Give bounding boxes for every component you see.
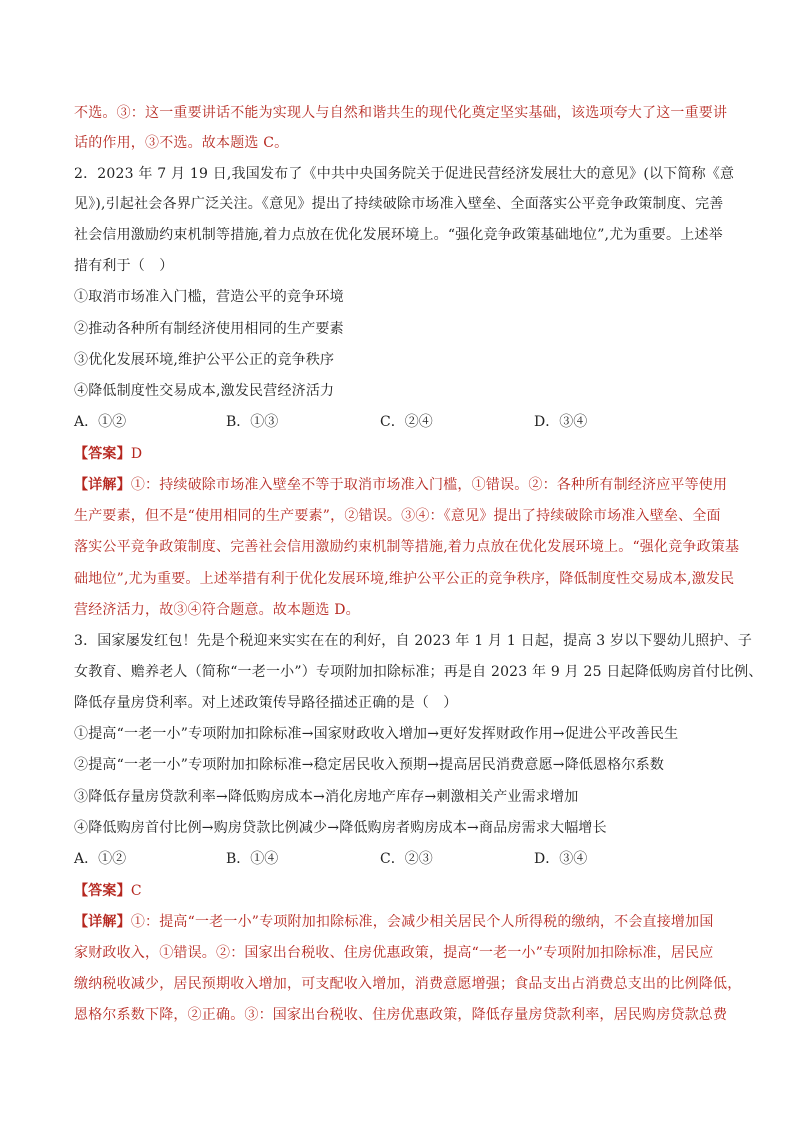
q3-explain-tag: 【详解】 <box>74 914 131 930</box>
q2-answer-tag: 【答案】 <box>74 446 131 462</box>
q2-stem-line-4: 措有利于（ ） <box>74 258 174 274</box>
q2-item-3: ③优化发展环境,维护公平公正的竞争秩序 <box>74 352 335 368</box>
q3-item-1: ①提高“一老一小”专项附加扣除标准→国家财政收入增加→更好发挥财政作用→促进公平改善民生 <box>74 726 679 742</box>
q2-option-a: A．①② <box>74 414 127 430</box>
q2-stem-line-3: 社会信用激励约束机制等措施,着力点放在优化发展环境上。“强化竞争政策基础地位”,尤为重要。上述举 <box>74 227 723 243</box>
q2-item-4: ④降低制度性交易成本,激发民营经济活力 <box>74 383 335 399</box>
prev-explain-line-1: 不选。③：这一重要讲话不能为实现人与自然和谐共生的现代化奠定坚实基础，该选项夸大了这一重要讲 <box>74 105 728 121</box>
q3-explain-line-4: 恩格尔系数下降，②正确。③：国家出台税收、住房优惠政策，降低存量房贷款利率，居民购房贷款总费 <box>74 1007 728 1023</box>
q2-option-d: D．③④ <box>534 414 588 430</box>
q3-item-4: ④降低购房首付比例→购房贷款比例减少→降低购房者购房成本→商品房需求大幅增长 <box>74 820 607 836</box>
q2-answer-value: D <box>130 446 143 462</box>
q3-option-c: C．②③ <box>380 851 433 867</box>
q2-answer <box>74 443 734 465</box>
q3-stem-line-3: 降低存量房贷利率。对上述政策传导路径描述正确的是（ ） <box>74 695 458 711</box>
q2-option-b: B．①③ <box>226 414 279 430</box>
q3-stem-line-2: 女教育、赡养老人（简称“一老一小”）专项附加扣除标准；再是自 2023 年 9 月 25 日起降低购房首付比例、 <box>74 664 763 680</box>
q3-explain-line-2: 家财政收入，①错误。②：国家出台税收、住房优惠政策，提高“一老一小”专项附加扣除标准，居民应 <box>74 945 714 961</box>
q2-stem-line-1: 2．2023 年 7 月 19 日,我国发布了《中共中央国务院关于促进民营经济发展壮大的意见》(以下简称《意 <box>74 166 735 182</box>
q3-option-b: B．①④ <box>226 851 279 867</box>
q3-item-2: ②提高“一老一小”专项附加扣除标准→稳定居民收入预期→提高居民消费意愿→降低恩格尔系数 <box>74 757 665 773</box>
q3-stem-line-1: 3．国家屡发红包！先是个税迎来实实在在的利好，自 2023 年 1 月 1 日起，提高 3 岁以下婴幼儿照护、子 <box>74 633 753 649</box>
q3-explain-line-3: 缴纳税收减少，居民预期收入增加，可支配收入增加，消费意愿增强；食品支出占消费总支出的比例降低， <box>74 976 742 992</box>
q3-answer <box>74 880 734 902</box>
q2-explain-text-2a: 生产要素，但不是“使用相同的生产要素”，②错误。 <box>74 508 402 524</box>
q2-explain-line-1 <box>74 474 734 496</box>
q2-option-c: C．②④ <box>380 414 433 430</box>
q3-item-3: ③降低存量房贷款利率→降低购房成本→消化房地产库存→刺激相关产业需求增加 <box>74 789 579 805</box>
q2-stem-line-2: 见》),引起社会各界广泛关注。《意见》提出了持续破除市场准入壁垒、全面落实公平竞争政策制度、完善 <box>74 196 724 212</box>
q3-explain-line-1 <box>74 911 734 933</box>
q2-explain-line-3: 落实公平竞争政策制度、完善社会信用激励约束机制等措施,着力点放在优化发展环境上。“强化竞争政策基 <box>74 539 740 555</box>
q3-answer-value: C <box>130 883 142 899</box>
q2-explain-text-2b: ③④：《意见》提出了持续破除市场准入壁垒、全面 <box>401 508 721 524</box>
q2-explain-tag: 【详解】 <box>74 477 131 493</box>
q2-explain-text-1: ①：持续破除市场准入壁垒不等于取消市场准入门槛，①错误。②：各种所有制经济应平等使用 <box>130 477 728 493</box>
q2-explain-line-2 <box>74 505 734 527</box>
q3-option-a: A．①② <box>74 851 127 867</box>
q3-option-d: D．③④ <box>534 851 588 867</box>
q2-explain-line-5: 营经济活力，故③④符合题意。故本题选 D。 <box>74 602 360 618</box>
q2-item-2: ②推动各种所有制经济使用相同的生产要素 <box>74 321 344 337</box>
q3-answer-tag: 【答案】 <box>74 883 131 899</box>
prev-explain-line-2: 话的作用，③不选。故本题选 C。 <box>74 135 289 151</box>
q2-explain-line-4: 础地位”,尤为重要。上述举措有利于优化发展环境,维护公平公正的竞争秩序，降低制度性交易成本,激发民 <box>74 571 735 587</box>
q3-explain-text-1: ①：提高“一老一小”专项附加扣除标准，会减少相关居民个人所得税的缴纳，不会直接增加国 <box>130 914 714 930</box>
q2-item-1: ①取消市场准入门槛，营造公平的竞争环境 <box>74 289 344 305</box>
